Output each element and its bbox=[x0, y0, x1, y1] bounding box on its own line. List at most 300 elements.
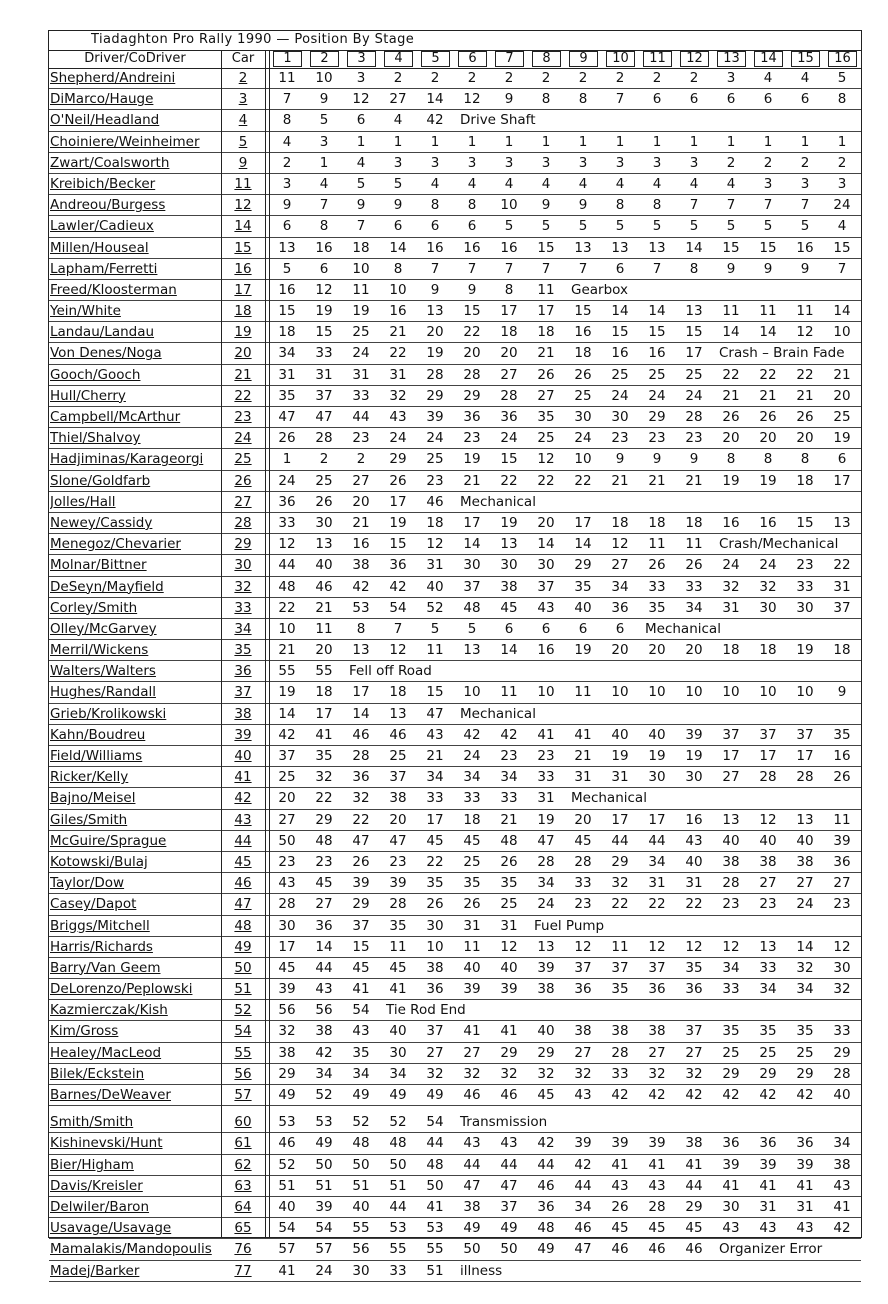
stage-position: 28 bbox=[537, 853, 555, 870]
stage-position: 57 bbox=[315, 1241, 333, 1258]
stage-position: 48 bbox=[278, 578, 296, 595]
stage-position: 46 bbox=[315, 578, 333, 595]
stage-position: 16 bbox=[463, 239, 481, 256]
table-row bbox=[49, 1261, 861, 1282]
car-number: 14 bbox=[234, 218, 252, 235]
table-row bbox=[49, 153, 861, 174]
stage-position: 19 bbox=[500, 514, 518, 531]
driver-name: Von Denes/Noga bbox=[50, 345, 162, 362]
stage-position: 18 bbox=[796, 472, 814, 489]
stage-position: 4 bbox=[282, 133, 292, 150]
stage-position: 26 bbox=[722, 409, 740, 425]
stage-position: 54 bbox=[389, 599, 407, 616]
stage-position: 3 bbox=[837, 175, 847, 192]
stage-position: 1 bbox=[504, 133, 514, 150]
stage-position: 52 bbox=[389, 1114, 407, 1131]
stage-position: 45 bbox=[574, 832, 592, 849]
driver-name: Slone/Goldfarb bbox=[50, 472, 151, 489]
stage-position: 31 bbox=[426, 557, 444, 574]
stage-position: 20 bbox=[759, 430, 777, 447]
stage-position: 47 bbox=[426, 705, 444, 722]
table-row bbox=[49, 577, 861, 598]
stage-position: 36 bbox=[796, 1135, 814, 1152]
stage-position: 38 bbox=[611, 1023, 629, 1040]
title-row bbox=[49, 31, 861, 51]
stage-position: 35 bbox=[389, 917, 407, 934]
stage-position: 8 bbox=[726, 451, 736, 468]
stage-position: 4 bbox=[763, 70, 773, 86]
stage-position: 5 bbox=[319, 112, 329, 129]
car-number: 50 bbox=[234, 959, 252, 976]
stage-position: 9 bbox=[578, 197, 588, 214]
stage-position: 7 bbox=[467, 260, 477, 277]
stage-position: 34 bbox=[759, 981, 777, 998]
stage-position: 29 bbox=[352, 896, 370, 913]
stage-position: 40 bbox=[796, 832, 814, 849]
stage-position: 1 bbox=[282, 451, 292, 468]
driver-name: Jolles/Hall bbox=[50, 493, 116, 510]
stage-position: 2 bbox=[282, 154, 292, 171]
stage-position: 19 bbox=[833, 430, 851, 447]
stage-position: 43 bbox=[500, 1135, 518, 1152]
stage-position: 47 bbox=[278, 409, 296, 425]
stage-position: 22 bbox=[833, 557, 851, 574]
stage-position: 32 bbox=[685, 1065, 703, 1082]
table-row bbox=[49, 343, 861, 364]
stage-position: 41 bbox=[537, 726, 555, 743]
table-row bbox=[49, 619, 861, 640]
stage-position: 19 bbox=[537, 811, 555, 828]
stage-position: 14 bbox=[833, 303, 851, 320]
stage-position: 3 bbox=[652, 154, 662, 171]
stage-position: 14 bbox=[389, 239, 407, 256]
stage-position: 9 bbox=[652, 451, 662, 468]
table-row bbox=[49, 1155, 861, 1176]
stage-position: 11 bbox=[537, 281, 555, 298]
stage-position: 21 bbox=[611, 472, 629, 489]
car-number: 27 bbox=[234, 493, 252, 510]
stage-position: 24 bbox=[315, 1262, 333, 1279]
stage-position: 2 bbox=[837, 154, 847, 171]
stage-position: 5 bbox=[356, 175, 366, 192]
stage-position: 28 bbox=[463, 366, 481, 383]
stage-position: 3 bbox=[393, 154, 403, 171]
stage-position: 13 bbox=[463, 642, 481, 659]
stage-position: 14 bbox=[648, 303, 666, 320]
stage-position: 17 bbox=[500, 303, 518, 320]
stage-position: 5 bbox=[430, 620, 440, 637]
stage-position: 26 bbox=[796, 409, 814, 425]
stage-position: 34 bbox=[796, 981, 814, 998]
driver-name: Yein/White bbox=[50, 303, 121, 320]
stage-position: 14 bbox=[500, 642, 518, 659]
stage-position: 41 bbox=[722, 1177, 740, 1194]
stage-position: 29 bbox=[500, 1044, 518, 1061]
stage-position: 30 bbox=[463, 557, 481, 574]
driver-name: Shepherd/Andreini bbox=[50, 70, 176, 86]
retirement-note: Tie Rod End bbox=[386, 1002, 466, 1019]
stage-position: 32 bbox=[278, 1023, 296, 1040]
stage-position: 6 bbox=[319, 260, 329, 277]
column-divider bbox=[269, 50, 270, 1237]
stage-position: 23 bbox=[500, 748, 518, 764]
table-row bbox=[49, 1133, 861, 1154]
stage-position: 2 bbox=[430, 70, 440, 86]
stage-position: 8 bbox=[430, 197, 440, 214]
stage-position: 42 bbox=[796, 1087, 814, 1103]
stage-position: 44 bbox=[352, 409, 370, 425]
stage-position: 43 bbox=[389, 409, 407, 425]
stage-position: 10 bbox=[574, 451, 592, 468]
stage-position: 30 bbox=[574, 409, 592, 425]
stage-position: 40 bbox=[426, 578, 444, 595]
table-row bbox=[49, 979, 861, 1000]
stage-position: 8 bbox=[504, 281, 514, 298]
stage-position: 20 bbox=[685, 642, 703, 659]
stage-position: 3 bbox=[763, 175, 773, 192]
stage-position: 13 bbox=[426, 303, 444, 320]
stage-position: 28 bbox=[685, 409, 703, 425]
stage-position: 54 bbox=[426, 1114, 444, 1131]
stage-position: 39 bbox=[389, 875, 407, 892]
stage-position: 17 bbox=[796, 748, 814, 764]
stage-position: 1 bbox=[393, 133, 403, 150]
stage-position: 41 bbox=[759, 1177, 777, 1194]
stage-position: 13 bbox=[315, 536, 333, 553]
stage-position: 34 bbox=[611, 578, 629, 595]
stage-position: 20 bbox=[389, 811, 407, 828]
stage-position: 53 bbox=[278, 1114, 296, 1131]
stage-position: 41 bbox=[426, 1198, 444, 1215]
stage-position: 7 bbox=[393, 620, 403, 637]
car-number: 51 bbox=[234, 981, 252, 998]
stage-position: 3 bbox=[467, 154, 477, 171]
stage-position: 13 bbox=[278, 239, 296, 256]
stage-position: 41 bbox=[611, 1156, 629, 1173]
stage-position: 23 bbox=[611, 430, 629, 447]
stage-position: 32 bbox=[315, 769, 333, 786]
stage-position: 40 bbox=[574, 599, 592, 616]
stage-position: 18 bbox=[722, 642, 740, 659]
retirement-note: illness bbox=[460, 1262, 503, 1279]
stage-position: 28 bbox=[759, 769, 777, 786]
stage-position: 38 bbox=[352, 557, 370, 574]
stage-position: 28 bbox=[722, 875, 740, 892]
stage-position: 1 bbox=[541, 133, 551, 150]
stage-position: 23 bbox=[796, 557, 814, 574]
stage-position: 17 bbox=[278, 938, 296, 955]
stage-position: 38 bbox=[389, 790, 407, 807]
stage-position: 26 bbox=[685, 557, 703, 574]
stage-position: 23 bbox=[833, 896, 851, 913]
table-row bbox=[49, 449, 861, 470]
car-column-header: Car bbox=[231, 51, 255, 66]
table-row bbox=[49, 280, 861, 301]
driver-name: Giles/Smith bbox=[50, 811, 128, 828]
retirement-note: Drive Shaft bbox=[460, 112, 536, 129]
stage-position: 40 bbox=[463, 959, 481, 976]
stage-position: 40 bbox=[611, 726, 629, 743]
stage-position: 30 bbox=[352, 1262, 370, 1279]
stage-position: 12 bbox=[500, 938, 518, 955]
stage-header: 4 bbox=[384, 51, 413, 67]
stage-position: 39 bbox=[315, 1198, 333, 1215]
stage-position: 42 bbox=[611, 1087, 629, 1103]
stage-position: 16 bbox=[722, 514, 740, 531]
driver-name: Healey/MacLeod bbox=[50, 1044, 162, 1061]
stage-position: 50 bbox=[389, 1156, 407, 1173]
stage-position: 26 bbox=[648, 557, 666, 574]
stage-position: 7 bbox=[837, 260, 847, 277]
car-number: 54 bbox=[234, 1023, 252, 1040]
stage-position: 31 bbox=[463, 917, 481, 934]
table-row bbox=[49, 428, 861, 449]
stage-position: 7 bbox=[356, 218, 366, 235]
stage-position: 30 bbox=[685, 769, 703, 786]
stage-position: 13 bbox=[685, 303, 703, 320]
stage-position: 16 bbox=[648, 345, 666, 362]
driver-name: Mamalakis/Mandopoulis bbox=[50, 1241, 212, 1258]
table-row bbox=[49, 894, 861, 915]
retirement-note: Gearbox bbox=[571, 281, 628, 298]
stage-position: 15 bbox=[315, 324, 333, 341]
stage-position: 30 bbox=[500, 557, 518, 574]
stage-position: 16 bbox=[574, 324, 592, 341]
stage-position: 31 bbox=[574, 769, 592, 786]
stage-position: 16 bbox=[315, 239, 333, 256]
table-row bbox=[49, 831, 861, 852]
stage-position: 46 bbox=[685, 1241, 703, 1258]
table-row bbox=[49, 132, 861, 153]
table-row bbox=[49, 937, 861, 958]
stage-position: 39 bbox=[278, 981, 296, 998]
results-table bbox=[48, 30, 862, 1279]
stage-position: 28 bbox=[500, 387, 518, 404]
stage-position: 43 bbox=[426, 726, 444, 743]
stage-position: 21 bbox=[315, 599, 333, 616]
driver-name: Kotowski/Bulaj bbox=[50, 853, 148, 870]
stage-position: 46 bbox=[611, 1241, 629, 1258]
stage-position: 32 bbox=[648, 1065, 666, 1082]
stage-position: 28 bbox=[426, 366, 444, 383]
stage-position: 34 bbox=[315, 1065, 333, 1082]
stage-position: 51 bbox=[278, 1177, 296, 1194]
stage-position: 10 bbox=[648, 684, 666, 701]
driver-name: Madej/Barker bbox=[50, 1262, 140, 1279]
car-number: 56 bbox=[234, 1065, 252, 1082]
stage-position: 6 bbox=[282, 218, 292, 235]
driver-name: Choiniere/Weinheimer bbox=[50, 133, 200, 150]
stage-position: 20 bbox=[611, 642, 629, 659]
stage-position: 25 bbox=[463, 853, 481, 870]
stage-position: 40 bbox=[648, 726, 666, 743]
stage-position: 24 bbox=[685, 387, 703, 404]
stage-position: 36 bbox=[648, 981, 666, 998]
stage-position: 8 bbox=[393, 260, 403, 277]
stage-position: 51 bbox=[426, 1262, 444, 1279]
stage-position: 8 bbox=[319, 218, 329, 235]
table-row bbox=[49, 322, 861, 343]
stage-position: 33 bbox=[315, 345, 333, 362]
stage-position: 21 bbox=[389, 324, 407, 341]
stage-position: 14 bbox=[352, 705, 370, 722]
stage-position: 19 bbox=[648, 748, 666, 764]
stage-position: 37 bbox=[352, 917, 370, 934]
stage-position: 34 bbox=[685, 599, 703, 616]
stage-position: 56 bbox=[278, 1002, 296, 1019]
stage-position: 17 bbox=[389, 493, 407, 510]
stage-position: 30 bbox=[389, 1044, 407, 1061]
stage-header: 12 bbox=[680, 51, 709, 67]
stage-position: 10 bbox=[389, 281, 407, 298]
table-row bbox=[49, 661, 861, 682]
stage-position: 40 bbox=[833, 1087, 851, 1103]
driver-name: Freed/Kloosterman bbox=[50, 281, 177, 298]
stage-position: 11 bbox=[611, 938, 629, 955]
stage-position: 33 bbox=[537, 769, 555, 786]
stage-position: 25 bbox=[500, 896, 518, 913]
table-row bbox=[49, 916, 861, 937]
stage-position: 26 bbox=[278, 430, 296, 447]
stage-position: 45 bbox=[463, 832, 481, 849]
car-number: 19 bbox=[234, 324, 252, 341]
stage-position: 50 bbox=[278, 832, 296, 849]
stage-position: 28 bbox=[796, 769, 814, 786]
car-number: 23 bbox=[234, 409, 252, 425]
stage-position: 38 bbox=[833, 1156, 851, 1173]
stage-position: 43 bbox=[278, 875, 296, 892]
stage-position: 47 bbox=[537, 832, 555, 849]
stage-position: 18 bbox=[574, 345, 592, 362]
table-row bbox=[49, 534, 861, 555]
table-row bbox=[49, 1021, 861, 1042]
stage-position: 41 bbox=[500, 1023, 518, 1040]
column-divider bbox=[221, 50, 222, 1237]
stage-position: 20 bbox=[796, 430, 814, 447]
driver-name: Grieb/Krolikowski bbox=[50, 705, 167, 722]
stage-position: 45 bbox=[611, 1220, 629, 1237]
car-number: 35 bbox=[234, 642, 252, 659]
stage-position: 9 bbox=[282, 197, 292, 214]
stage-position: 47 bbox=[315, 409, 333, 425]
stage-position: 22 bbox=[722, 366, 740, 383]
stage-position: 36 bbox=[315, 917, 333, 934]
stage-position: 24 bbox=[389, 430, 407, 447]
car-number: 65 bbox=[234, 1220, 252, 1237]
stage-position: 24 bbox=[574, 430, 592, 447]
stage-position: 34 bbox=[500, 769, 518, 786]
stage-position: 31 bbox=[500, 917, 518, 934]
stage-position: 27 bbox=[315, 896, 333, 913]
stage-position: 5 bbox=[393, 175, 403, 192]
stage-position: 2 bbox=[578, 70, 588, 86]
stage-position: 9 bbox=[615, 451, 625, 468]
stage-position: 36 bbox=[537, 1198, 555, 1215]
driver-name: McGuire/Sprague bbox=[50, 832, 167, 849]
stage-position: 4 bbox=[800, 70, 810, 86]
driver-name: Barry/Van Geem bbox=[50, 959, 161, 976]
stage-position: 2 bbox=[800, 154, 810, 171]
stage-header: 13 bbox=[717, 51, 746, 67]
stage-position: 41 bbox=[352, 981, 370, 998]
table-row bbox=[49, 110, 861, 131]
stage-position: 32 bbox=[537, 1065, 555, 1082]
stage-position: 25 bbox=[426, 451, 444, 468]
stage-position: 17 bbox=[722, 748, 740, 764]
stage-position: 7 bbox=[541, 260, 551, 277]
stage-position: 5 bbox=[837, 70, 847, 86]
stage-position: 26 bbox=[611, 1198, 629, 1215]
stage-position: 47 bbox=[352, 832, 370, 849]
stage-position: 20 bbox=[426, 324, 444, 341]
stage-position: 45 bbox=[426, 832, 444, 849]
stage-position: 52 bbox=[352, 1114, 370, 1131]
stage-position: 32 bbox=[833, 981, 851, 998]
stage-position: 20 bbox=[500, 345, 518, 362]
stage-position: 8 bbox=[356, 620, 366, 637]
driver-name: Davis/Kreisler bbox=[50, 1177, 143, 1194]
stage-position: 35 bbox=[537, 409, 555, 425]
column-divider bbox=[265, 50, 266, 1237]
stage-position: 44 bbox=[574, 1177, 592, 1194]
stage-position: 18 bbox=[537, 324, 555, 341]
stage-position: 32 bbox=[463, 1065, 481, 1082]
stage-position: 1 bbox=[615, 133, 625, 150]
stage-position: 27 bbox=[833, 875, 851, 892]
stage-position: 35 bbox=[315, 748, 333, 764]
car-number: 22 bbox=[234, 387, 252, 404]
stage-position: 33 bbox=[352, 387, 370, 404]
stage-position: 2 bbox=[393, 70, 403, 86]
stage-position: 23 bbox=[759, 896, 777, 913]
table-row bbox=[49, 873, 861, 894]
stage-position: 3 bbox=[615, 154, 625, 171]
stage-position: 24 bbox=[537, 896, 555, 913]
stage-position: 39 bbox=[500, 981, 518, 998]
stage-position: 39 bbox=[685, 726, 703, 743]
stage-position: 33 bbox=[278, 514, 296, 531]
car-number: 3 bbox=[238, 91, 248, 108]
stage-position: 22 bbox=[463, 324, 481, 341]
stage-position: 12 bbox=[574, 938, 592, 955]
stage-position: 45 bbox=[537, 1087, 555, 1103]
stage-position: 33 bbox=[389, 1262, 407, 1279]
stage-position: 8 bbox=[282, 112, 292, 129]
stage-position: 17 bbox=[759, 748, 777, 764]
stage-position: 12 bbox=[759, 811, 777, 828]
stage-position: 29 bbox=[315, 811, 333, 828]
stage-position: 25 bbox=[352, 324, 370, 341]
stage-position: 34 bbox=[426, 769, 444, 786]
stage-position: 21 bbox=[574, 748, 592, 764]
stage-position: 36 bbox=[500, 409, 518, 425]
stage-position: 56 bbox=[315, 1002, 333, 1019]
stage-position: 6 bbox=[504, 620, 514, 637]
stage-position: 30 bbox=[648, 769, 666, 786]
stage-position: 11 bbox=[796, 303, 814, 320]
stage-position: 36 bbox=[278, 493, 296, 510]
stage-position: 20 bbox=[537, 514, 555, 531]
stage-position: 14 bbox=[463, 536, 481, 553]
driver-name: Ricker/Kelly bbox=[50, 769, 129, 786]
retirement-note: Mechanical bbox=[571, 790, 647, 807]
stage-position: 6 bbox=[615, 620, 625, 637]
stage-position: 5 bbox=[578, 218, 588, 235]
stage-position: 52 bbox=[278, 1156, 296, 1173]
stage-position: 23 bbox=[537, 748, 555, 764]
retirement-note: Mechanical bbox=[645, 620, 721, 637]
stage-position: 1 bbox=[356, 133, 366, 150]
